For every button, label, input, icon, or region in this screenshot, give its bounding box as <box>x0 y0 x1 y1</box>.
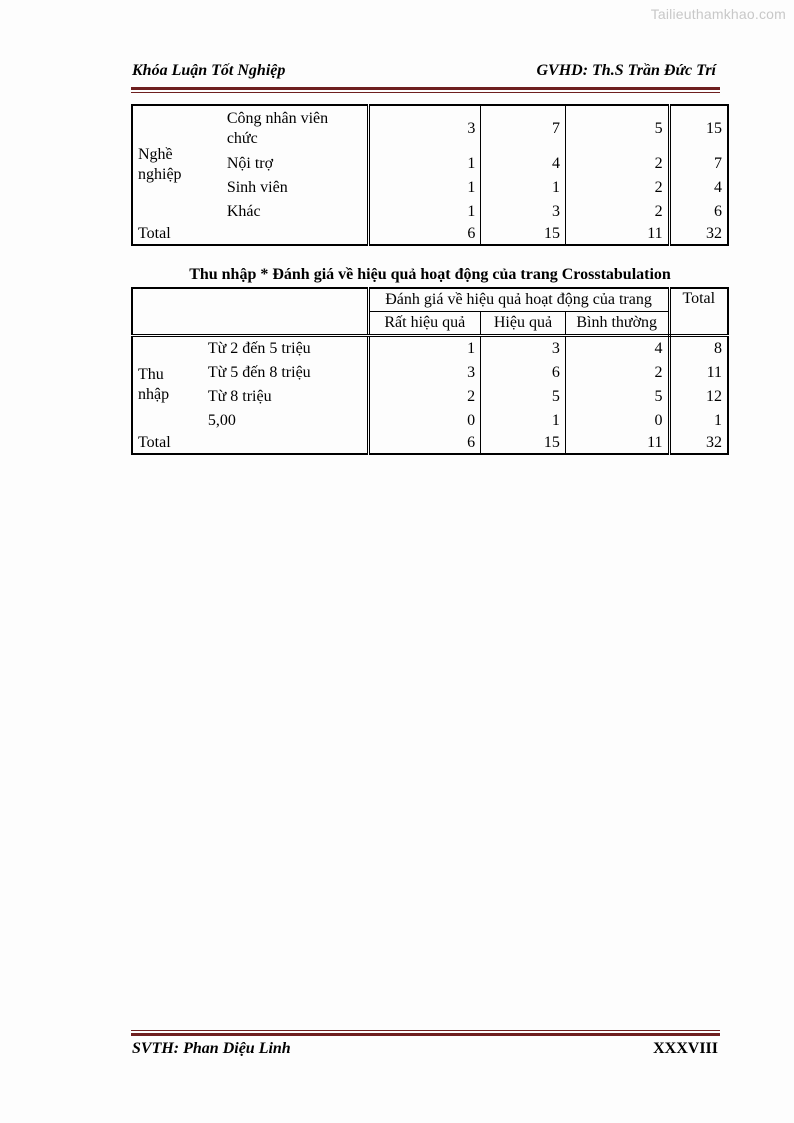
table-row <box>132 336 728 362</box>
cell-value: 1 <box>368 176 481 200</box>
cell-value: 5 <box>566 105 670 152</box>
header-thesis-title: Khóa Luận Tốt Nghiệp <box>132 62 286 79</box>
cell-value: 4 <box>565 336 669 362</box>
column-header: Bình thường <box>565 312 669 336</box>
cell-value: 6 <box>481 361 566 385</box>
total-label: Total <box>132 224 368 245</box>
group-label-income: Thu nhập <box>132 336 203 434</box>
row-label: Nội trợ <box>226 155 274 172</box>
table-row <box>132 409 728 433</box>
cell-value: 11 <box>669 361 728 385</box>
table-caption: Thu nhập * Đánh giá về hiệu quả hoạt động của trang Crosstabulation <box>189 266 671 283</box>
table-row <box>132 385 728 409</box>
cell-value: 2 <box>566 152 670 176</box>
cell-value: 1 <box>368 152 481 176</box>
cell-value: 7 <box>669 152 728 176</box>
cell-value: 7 <box>481 105 566 152</box>
cell-value: 8 <box>669 336 728 362</box>
header-rule <box>131 87 720 90</box>
footer-student-name: SVTH: Phan Diệu Linh <box>132 1040 291 1057</box>
cell-value: 0 <box>368 409 481 433</box>
cell-value: 2 <box>566 200 670 224</box>
footer-rule-thin <box>131 1030 720 1031</box>
table-row <box>132 176 728 200</box>
group-label-occupation: Nghề nghiệp <box>132 105 222 224</box>
header-rule-thin <box>131 92 720 93</box>
cell-value: 3 <box>481 200 566 224</box>
cell-value: 15 <box>481 433 566 454</box>
cell-value: 4 <box>481 152 566 176</box>
total-row <box>132 224 728 245</box>
row-label: Sinh viên <box>226 179 288 196</box>
table-row <box>132 152 728 176</box>
cell-value: 2 <box>368 385 481 409</box>
cell-value: 0 <box>565 409 669 433</box>
row-label: 5,00 <box>207 412 236 429</box>
column-header: Hiệu quả <box>481 312 566 336</box>
cell-value: 5 <box>481 385 566 409</box>
cell-value: 1 <box>368 200 481 224</box>
cell-value: 4 <box>669 176 728 200</box>
cell-value: 6 <box>368 224 481 245</box>
row-label: Từ 5 đến 8 triệu <box>207 364 311 381</box>
table-row <box>132 200 728 224</box>
cell-value: 2 <box>565 361 669 385</box>
cell-value: 1 <box>481 176 566 200</box>
total-label: Total <box>132 433 368 454</box>
cell-value: 12 <box>669 385 728 409</box>
cell-value: 1 <box>669 409 728 433</box>
corner-cell <box>132 288 368 336</box>
cell-value: 6 <box>368 433 481 454</box>
column-header-total: Total <box>669 288 728 336</box>
cell-value: 32 <box>669 433 728 454</box>
cell-value: 3 <box>481 336 566 362</box>
cell-value: 32 <box>669 224 728 245</box>
cell-value: 11 <box>566 224 670 245</box>
cell-value: 11 <box>565 433 669 454</box>
header-supervisor: GVHD: Th.S Trần Đức Trí <box>536 62 716 79</box>
cell-value: 3 <box>368 361 481 385</box>
header-row <box>132 288 728 312</box>
table-row <box>132 361 728 385</box>
total-row <box>132 433 728 454</box>
column-header: Rất hiệu quả <box>368 312 481 336</box>
cell-value: 1 <box>481 409 566 433</box>
cell-value: 15 <box>669 105 728 152</box>
row-label: Từ 8 triệu <box>207 388 272 405</box>
cell-value: 2 <box>566 176 670 200</box>
page-number: XXXVIII <box>653 1040 718 1057</box>
footer-rule <box>131 1033 720 1036</box>
occupation-crosstab-table <box>131 104 729 246</box>
cell-value: 5 <box>565 385 669 409</box>
row-label: Công nhân viên chức <box>226 110 329 147</box>
cell-value: 15 <box>481 224 566 245</box>
cell-value: 6 <box>669 200 728 224</box>
table-row <box>132 105 728 152</box>
row-label: Từ 2 đến 5 triệu <box>207 340 311 357</box>
cell-value: 1 <box>368 336 481 362</box>
income-crosstab-table <box>131 287 729 455</box>
column-group-header: Đánh giá về hiệu quả hoạt động của trang <box>368 288 669 312</box>
cell-value: 3 <box>368 105 481 152</box>
row-label: Khác <box>226 203 261 220</box>
watermark: Tailieuthamkhao.com <box>650 6 786 22</box>
